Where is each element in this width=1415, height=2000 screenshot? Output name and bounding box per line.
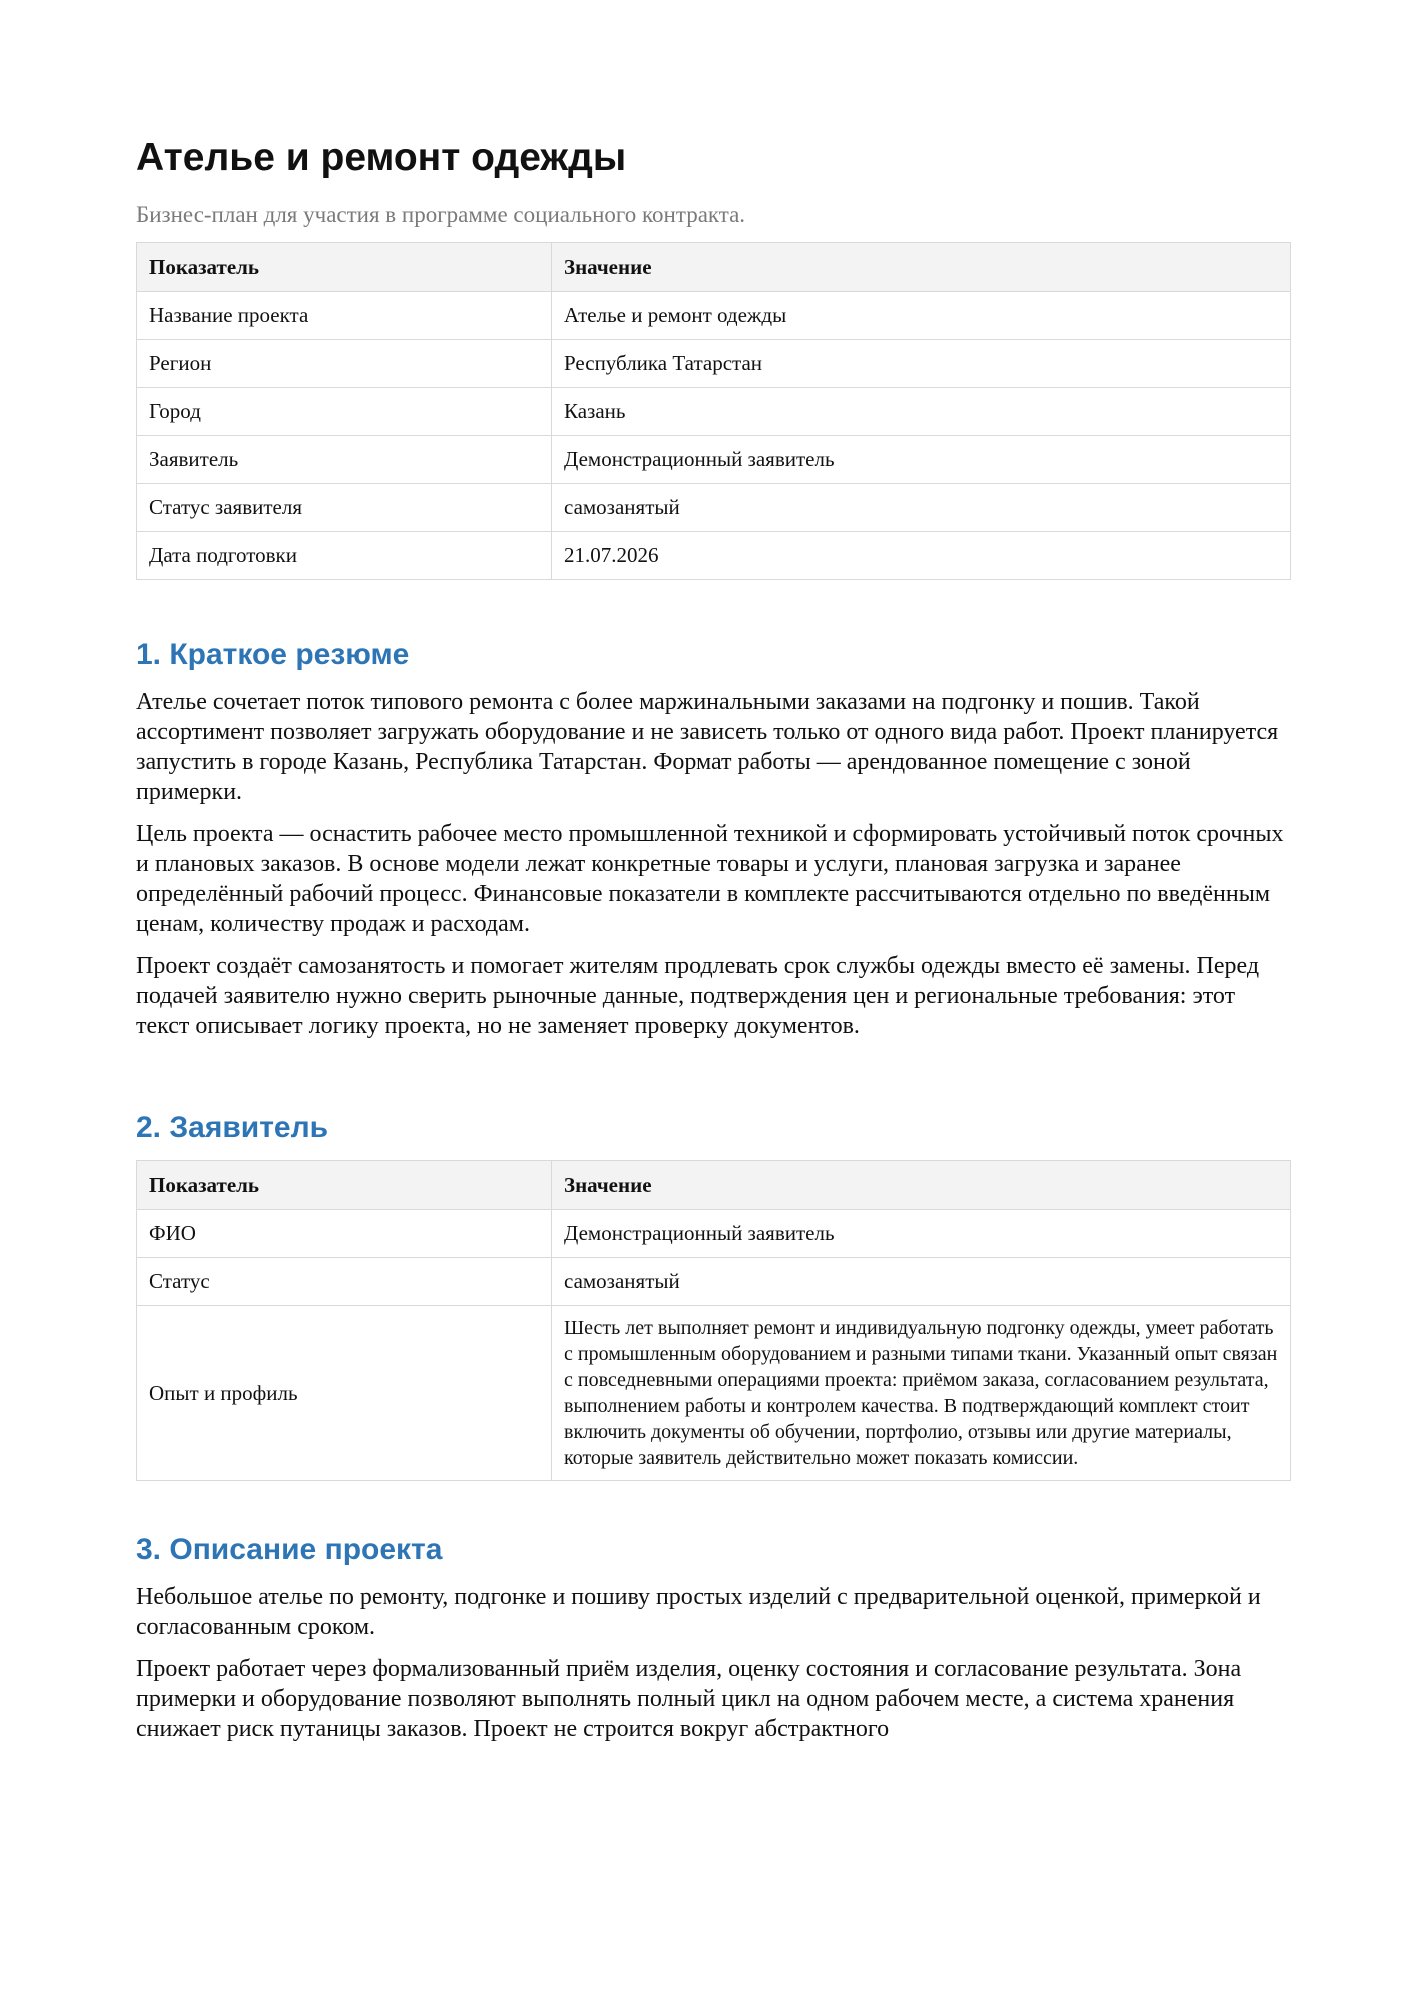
table-cell-label: Заявитель [137, 436, 552, 484]
document-page [136, 134, 1290, 1756]
paragraph: Небольшое ателье по ремонту, подгонке и пошиву простых изделий с предварительной оценкой, примеркой и согласованным сроком. [136, 1584, 1261, 1640]
paragraph: Проект работает через формализованный приём изделия, оценку состояния и согласование результата. Зона примерки и оборудование позволяют выполнять полный цикл на одном рабочем месте, а система хранения снижает риск путаницы заказов. Проект не строится вокруг абстрактного [136, 1656, 1242, 1742]
section-applicant [136, 1109, 1290, 1481]
table-row [137, 484, 1291, 532]
table-row [137, 532, 1291, 580]
table-cell-label: Дата подготовки [137, 532, 552, 580]
table-cell-value: 21.07.2026 [552, 532, 1291, 580]
table-row [137, 292, 1291, 340]
table-cell-label: ФИО [137, 1210, 552, 1258]
table-cell-label: Опыт и профиль [137, 1306, 552, 1481]
table-header-row [137, 1161, 1291, 1210]
table-cell-label: Статус заявителя [137, 484, 552, 532]
paragraph: Проект создаёт самозанятость и помогает жителям продлевать срок службы одежды вместо её замены. Перед подачей заявителю нужно сверить рыночные данные, подтверждения цен и региональные требования: этот текст описывает логику проекта, но не заменяет проверку документов. [136, 953, 1260, 1039]
section-heading: 1. Краткое резюме [136, 638, 410, 671]
table-row [137, 340, 1291, 388]
table-cell-value: самозанятый [552, 484, 1291, 532]
table-cell-label: Регион [137, 340, 552, 388]
table-cell-value: Ателье и ремонт одежды [552, 292, 1291, 340]
table-cell-label: Город [137, 388, 552, 436]
summary-table [136, 242, 1291, 580]
table-row [137, 436, 1291, 484]
table-cell-value: Демонстрационный заявитель [552, 436, 1291, 484]
table-header-row [137, 243, 1291, 292]
table-cell-label: Название проекта [137, 292, 552, 340]
table-cell-value: Казань [552, 388, 1291, 436]
paragraph: Цель проекта — оснастить рабочее место промышленной техникой и сформировать устойчивый поток срочных и плановых заказов. В основе модели лежат конкретные товары и услуги, плановая загрузка и заранее определённый рабочий процесс. Финансовые показатели в комплекте рассчитываются отдельно по введённым ценам, количеству продаж и расходам. [136, 821, 1284, 937]
applicant-table [136, 1160, 1291, 1481]
table-cell-label: Статус [137, 1258, 552, 1306]
document-title: Ателье и ремонт одежды [136, 136, 627, 179]
paragraph: Ателье сочетает поток типового ремонта с более маржинальными заказами на подгонку и пошив. Такой ассортимент позволяет загружать оборудование и не зависеть только от одного вида работ. Проект планируется запустить в городе Казань, Республика Татарстан. Формат работы — арендованное помещение с зоной примерки. [136, 689, 1279, 805]
section-heading: 3. Описание проекта [136, 1533, 443, 1566]
table-header-cell: Значение [552, 1161, 1291, 1210]
document-subtitle: Бизнес-план для участия в программе социального контракта. [136, 202, 746, 227]
table-row [137, 388, 1291, 436]
table-cell-value: Республика Татарстан [552, 340, 1291, 388]
table-header-cell: Показатель [137, 243, 552, 292]
table-cell-value: Шесть лет выполняет ремонт и индивидуальную подгонку одежды, умеет работать с промышленным оборудованием и разными типами ткани. Указанный опыт связан с повседневными операциями проекта: приёмом заказа, согласованием результата, выполнением работы и контролем качества. В подтверждающий комплект стоит включить документы об обучении, портфолио, отзывы или другие материалы, которые заявитель действительно может показать комиссии. [552, 1306, 1291, 1481]
table-row [137, 1210, 1291, 1258]
table-header-cell: Значение [552, 243, 1291, 292]
table-row [137, 1258, 1291, 1306]
table-header-cell: Показатель [137, 1161, 552, 1210]
table-cell-value: самозанятый [552, 1258, 1291, 1306]
table-row [137, 1306, 1291, 1481]
table-cell-value: Демонстрационный заявитель [552, 1210, 1291, 1258]
section-heading: 2. Заявитель [136, 1111, 329, 1144]
section-summary [136, 636, 1290, 1041]
section-project-description [136, 1531, 1290, 1744]
